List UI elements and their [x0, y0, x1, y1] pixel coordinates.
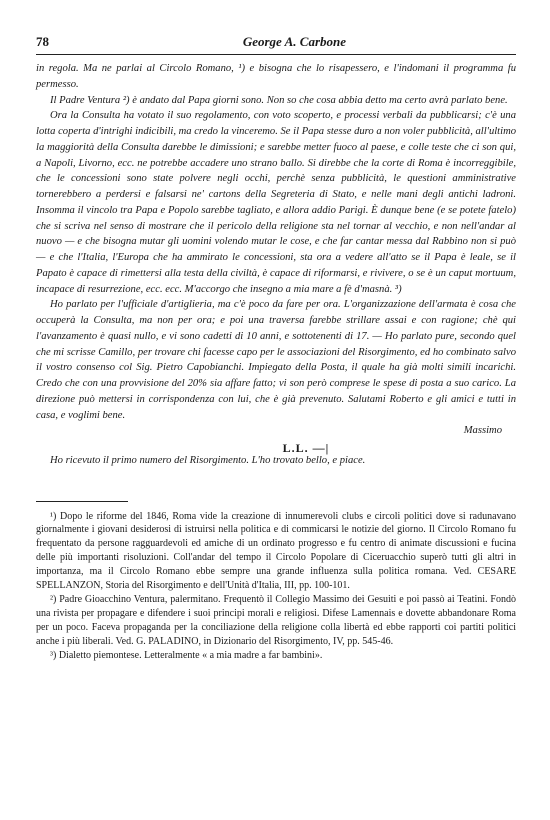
footnote-2: ²) Padre Gioacchino Ventura, palermitano. Frequentò il Collegio Massimo dei Gesuiti e poi passò ai Teatini. Fondò una rivista per propagare e difendere i suoi principi morali e religiosi. Difese Lamennais e dovette abbandonare Roma per un poco. Faceva propaganda per la conciliazione della religione colla libertà ed ebbe rapporti coi partiti politici anche i più liberali. Ved. G. PALADINO, in Dizionario del Risorgimento, IV, pp. 545-46. [36, 593, 516, 647]
header-rule [36, 54, 516, 55]
signature: Massimo [463, 425, 502, 437]
footnote-3: ³) Dialetto piemontese. Letteralmente « a mia madre a far bambini». [50, 649, 323, 661]
paragraph-3: Ora la Consulta ha votato il suo regolamento, con voto scoperto, e processi verbali da pubblicarsi; c'è una lotta coperta d'intrighi indicibili, ma credo la vinceremo. Se il Papa stesse duro a non voler pubblicità, all'ultimo la maggiorità della Consulta darebbe le dimissioni; e sarebbe metter fuoco al paese, e colle teste che ci son qui, a Napoli, Livorno, ecc. ne potrebbe accadere uno strano ballo. Si direbbe che la corte di Roma è incorreggibile, che le concessioni sono state polvere negli occhi, perchè senza pubblicità, le questioni amministrative tornerebbero a perdersi e falsarsi ne' cartons della Segreteria di Stato, e nelle mani degli antichi ladroni. Insomma il vincolo tra Papa e Popolo sarebbe tagliato, e allora addio Parigi. È dunque bene (e se potete fatelo) che si scriva nel senso di mostrare che il pericolo della religione sta nel tornar al vecchio, e non nell'andar al nuovo — e che bisogna mutar gli uomini volendo mutar le cose, e che far cantar messa dal Rabbino non si può — e che l'Italia, l'Europa che ha ammirato le concessioni, sta ora a vedere all'atto se il Papa è leale, se il Papato è capace di rimettersi alla testa della civiltà, è capace di riformarsi, e rivivere, o se è un caput mortuum, incapace di resurrezione, ecc. ecc. M'accorgo che insegno a mia mare a fè d'masnà. ³) [36, 110, 517, 295]
page-header [36, 34, 516, 52]
book-page [36, 34, 516, 662]
paragraph-2: Il Padre Ventura ²) è andato dal Papa giorni sono. Non so che cosa abbia detto ma certo avrà parlato bene. [50, 94, 508, 106]
running-head: George A. Carbone [242, 34, 346, 49]
paragraph-1: in regola. Ma ne parlai al Circolo Romano, ¹) e bisogna che lo risapessero, e l'indomani il programma fu permesso. [36, 63, 516, 90]
page-number: 78 [36, 34, 49, 49]
postscript: Ho ricevuto il primo numero del Risorgimento. L'ho trovato bello, e piace. [50, 454, 366, 466]
letter-body [36, 61, 516, 469]
footnotes [36, 510, 516, 663]
printer-mark: L.L. —| [282, 441, 330, 455]
footnote-rule [36, 501, 128, 502]
footnote-1: ¹) Dopo le riforme del 1846, Roma vide la creazione di innumerevoli clubs e circoli politici dove si radunavano giornalmente i giovani desiderosi di istruirsi nella politica e di commicarsi le notizie del giorno. Il Circolo Romano fu frequentato da persone ragguardevoli ed amiche di un ordinato progresso e fu centro di animate discussioni e fucina delle più importanti risoluzioni. Coll'andar del tempo il Circolo Popolare di Ciceruacchio superò tutti gli altri in importanza, ma il Circolo Romano ebbe sempre una grande influenza sulla politica romana. Ved. CESARE SPELLANZON, Storia del Risorgimento e dell'Unità d'Italia, III, pp. 100-101. [36, 510, 516, 592]
paragraph-4: Ho parlato per l'ufficiale d'artiglieria, ma c'è poco da fare per ora. L'organizzazione dell'armata è cosa che occuperà la Consulta, ma non per ora; e poi una traversa farebbe strillare assai e con ragione; chè qui l'avanzamento è quasi nullo, e vi sono cadetti di 10 anni, e sottotenenti di 17. — Ho parlato pure, secondo quel che mi scrisse Camillo, per trovare chi facesse capo per le associazioni del Risorgimento, ed ho combinato salvo il vostro consenso col Sig. Pietro Capobianchi. Impiegato della Posta, il quale ha già molti simili incarichi. Credo che con una provvisione del 20% sia affare fatto; vi son però comprese le spese di posta a suo carico. La direzione può mettersi in corrispondenza con lui, che è già prevenuto. Salutami Roberto e gli amici e tutti in casa, e voglimi bene. [36, 299, 516, 421]
